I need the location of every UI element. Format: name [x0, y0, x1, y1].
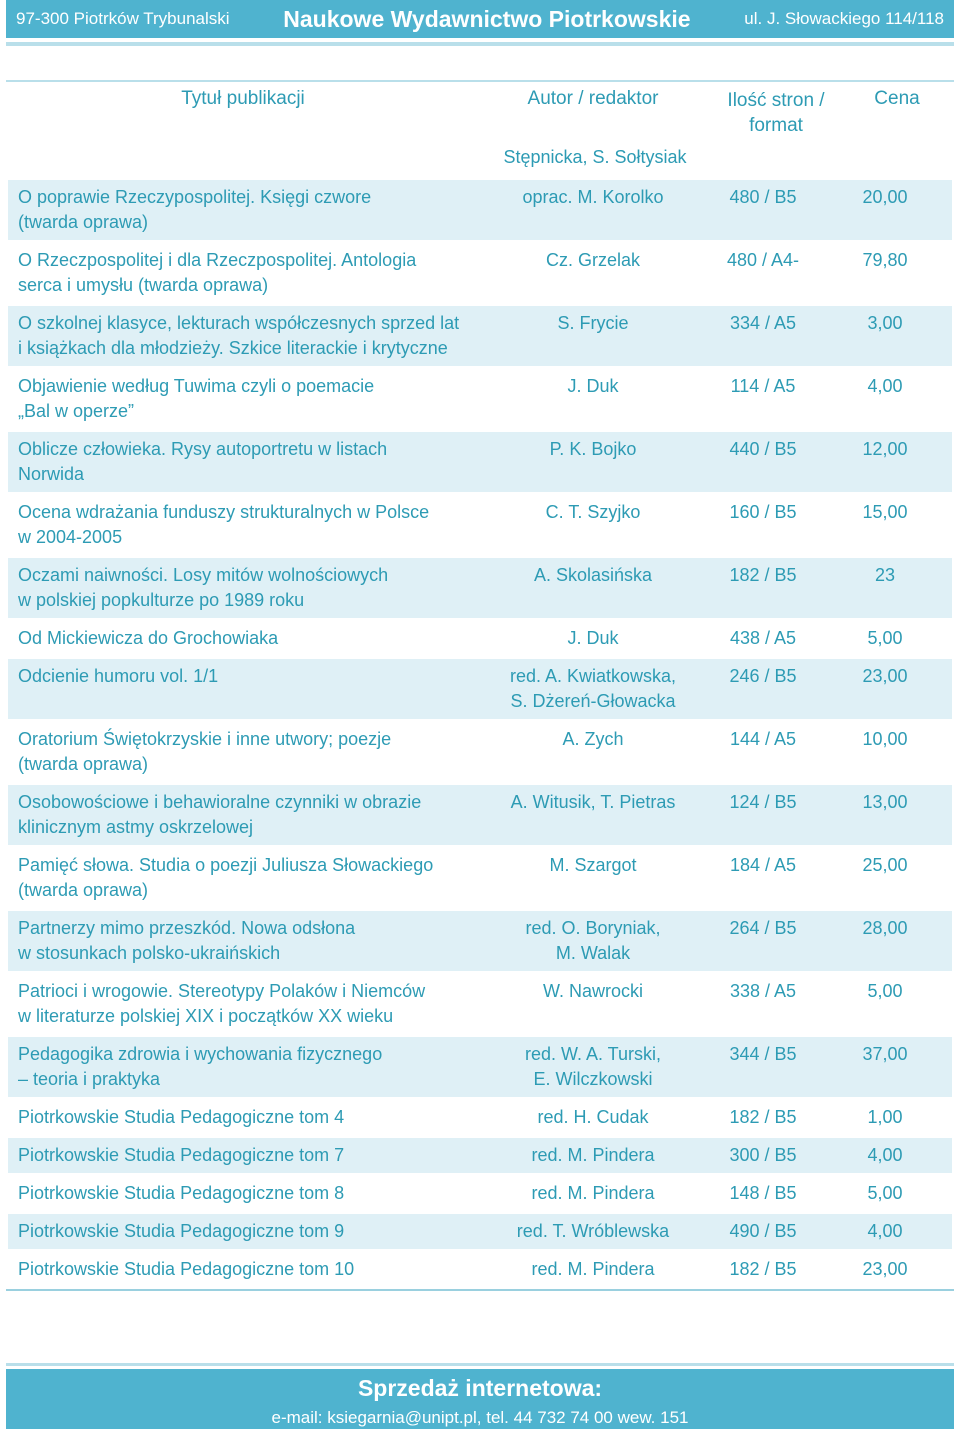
table-row: [8, 558, 952, 618]
book-author: [478, 1105, 708, 1130]
book-pages-format: 182 / B5: [729, 565, 797, 585]
book-title-line: O szkolnej klasyce, lekturach współczesnych sprzed lat: [18, 313, 460, 333]
header-address-city: 97-300 Piotrków Trybunalski: [16, 9, 230, 28]
publications-table: [8, 180, 952, 1287]
book-price: 4,00: [867, 376, 903, 396]
column-header-pages: [708, 88, 844, 138]
book-title: [8, 664, 478, 689]
book-pages-format: 148 / B5: [729, 1183, 797, 1203]
table-row: [8, 1138, 952, 1173]
page-footer: [6, 1369, 954, 1429]
book-pages-format: 144 / A5: [729, 729, 797, 749]
book-author-line: S. Dżereń-Głowacka: [510, 691, 676, 711]
table-row: [8, 785, 952, 845]
book-title: [8, 185, 478, 235]
book-title: [8, 626, 478, 651]
book-title-line: Oblicze człowieka. Rysy autoportretu w listach: [18, 439, 388, 459]
header-address-street: ul. J. Słowackiego 114/118: [744, 9, 944, 28]
book-author-line: M. Walak: [555, 943, 631, 963]
book-author-line: A. Zych: [562, 729, 624, 749]
book-title-line: Od Mickiewicza do Grochowiaka: [18, 628, 279, 648]
book-title-line: Pamięć słowa. Studia o poezji Juliusza Słowackiego: [18, 855, 434, 875]
table-row: [8, 1176, 952, 1211]
book-price: 1,00: [867, 1107, 903, 1127]
book-price: 3,00: [867, 313, 903, 333]
table-row: [8, 1252, 952, 1287]
table-row: [8, 495, 952, 555]
book-author: [478, 437, 708, 462]
book-title-line: Norwida: [18, 464, 85, 484]
book-pages-format: 480 / B5: [729, 187, 797, 207]
book-author-line: J. Duk: [567, 628, 619, 648]
book-author: [478, 1143, 708, 1168]
book-title-line: w stosunkach polsko-ukraińskich: [18, 943, 281, 963]
book-title-line: Pedagogika zdrowia i wychowania fizycznego: [18, 1044, 383, 1064]
book-author-line: red. T. Wróblewska: [516, 1221, 670, 1241]
book-author: [478, 853, 708, 878]
book-title-line: serca i umysłu (twarda oprawa): [18, 275, 269, 295]
book-title: [8, 727, 478, 777]
book-pages-format: 182 / B5: [729, 1259, 797, 1279]
table-row: [8, 306, 952, 366]
table-row: [8, 180, 952, 240]
footer-divider: [6, 1363, 954, 1366]
book-author-line: S. Frycie: [557, 313, 629, 333]
book-author-line: oprac. M. Korolko: [522, 187, 664, 207]
book-price: 10,00: [862, 729, 908, 749]
book-author-line: A. Witusik, T. Pietras: [510, 792, 676, 812]
table-row: [8, 432, 952, 492]
book-price: 79,80: [862, 250, 908, 270]
book-price: 5,00: [867, 1183, 903, 1203]
book-author: [478, 979, 708, 1004]
book-title: [8, 1219, 478, 1244]
book-title-line: w literaturze polskiej XIX i początków XX wieku: [18, 1006, 394, 1026]
column-header-title: Tytuł publikacji: [181, 88, 305, 109]
book-author: [478, 563, 708, 588]
book-title-line: w polskiej popkulturze po 1989 roku: [18, 590, 305, 610]
book-pages-format: 300 / B5: [729, 1145, 797, 1165]
header-divider: [6, 42, 954, 46]
book-pages-format: 124 / B5: [729, 792, 797, 812]
book-title: [8, 1105, 478, 1130]
book-author: [478, 1042, 708, 1092]
book-title-line: „Bal w operze”: [18, 401, 135, 421]
book-title-line: O poprawie Rzeczypospolitej. Księgi czwore: [18, 187, 372, 207]
book-price: 4,00: [867, 1145, 903, 1165]
book-author: [478, 626, 708, 651]
book-price: 4,00: [867, 1221, 903, 1241]
book-title: [8, 374, 478, 424]
book-title: [8, 853, 478, 903]
header-publisher-name: Naukowe Wydawnictwo Piotrkowskie: [283, 5, 691, 32]
book-title-line: w 2004-2005: [18, 527, 123, 547]
book-price: 12,00: [862, 439, 908, 459]
table-row: [8, 243, 952, 303]
book-title: [8, 916, 478, 966]
book-pages-format: 114 / A5: [730, 376, 796, 396]
book-author: [478, 790, 708, 815]
book-pages-format: 184 / A5: [729, 855, 797, 875]
carry-over-author: Stępnicka, S. Sołtysiak: [503, 147, 687, 167]
book-pages-format: 264 / B5: [729, 918, 797, 938]
book-price: 25,00: [862, 855, 908, 875]
book-price: 28,00: [862, 918, 908, 938]
book-author-line: red. W. A. Turski,: [524, 1044, 662, 1064]
book-title-line: (twarda oprawa): [18, 212, 149, 232]
book-title-line: Oratorium Świętokrzyskie i inne utwory; poezje: [18, 729, 392, 749]
book-pages-format: 344 / B5: [729, 1044, 797, 1064]
footer-title: Sprzedaż internetowa:: [357, 1375, 603, 1401]
book-title-line: Odcienie humoru vol. 1/1: [18, 666, 219, 686]
book-author: [478, 916, 708, 966]
column-header-author: Autor / redaktor: [527, 88, 659, 109]
book-title-line: (twarda oprawa): [18, 754, 149, 774]
book-price: 20,00: [862, 187, 908, 207]
book-title-line: Piotrkowskie Studia Pedagogiczne tom 8: [18, 1183, 345, 1203]
column-header-pages-line1: Ilość stron /: [727, 90, 825, 111]
book-author-line: red. H. Cudak: [537, 1107, 649, 1127]
book-title-line: (twarda oprawa): [18, 880, 149, 900]
book-author-line: A. Skolasińska: [533, 565, 653, 585]
book-price: 23,00: [862, 1259, 908, 1279]
book-author-line: P. K. Bojko: [549, 439, 637, 459]
book-price: 5,00: [867, 981, 903, 1001]
book-title-line: Osobowościowe i behawioralne czynniki w obrazie: [18, 792, 422, 812]
book-title: [8, 437, 478, 487]
book-title: [8, 1181, 478, 1206]
book-pages-format: 490 / B5: [729, 1221, 797, 1241]
book-author-line: Cz. Grzelak: [545, 250, 641, 270]
book-author-line: M. Szargot: [549, 855, 637, 875]
book-author-line: J. Duk: [567, 376, 619, 396]
book-pages-format: 334 / A5: [729, 313, 797, 333]
book-author: [478, 1257, 708, 1282]
footer-contact: e-mail: ksiegarnia@unipt.pl, tel. 44 732 74 00 wew. 151: [271, 1408, 689, 1427]
book-title-line: Ocena wdrażania funduszy strukturalnych w Polsce: [18, 502, 430, 522]
book-author: [478, 185, 708, 210]
book-pages-format: 440 / B5: [729, 439, 797, 459]
book-author-line: C. T. Szyjko: [545, 502, 641, 522]
book-title: [8, 790, 478, 840]
table-row: [8, 659, 952, 719]
book-price: 37,00: [862, 1044, 908, 1064]
book-author: [478, 500, 708, 525]
book-pages-format: 438 / A5: [729, 628, 797, 648]
table-row: [8, 1214, 952, 1249]
book-author: [478, 248, 708, 273]
table-top-divider: [6, 80, 954, 82]
book-title-line: klinicznym astmy oskrzelowej: [18, 817, 254, 837]
book-title-line: i książkach dla młodzieży. Szkice literackie i krytyczne: [18, 338, 448, 358]
page-header: [6, 0, 954, 38]
book-title-line: – teoria i praktyka: [18, 1069, 161, 1089]
book-title-line: Piotrkowskie Studia Pedagogiczne tom 10: [18, 1259, 355, 1279]
book-title-line: Piotrkowskie Studia Pedagogiczne tom 4: [18, 1107, 345, 1127]
book-title: [8, 500, 478, 550]
book-author: [478, 664, 708, 714]
book-title-line: Objawienie według Tuwima czyli o poemacie: [18, 376, 375, 396]
table-row: [8, 1100, 952, 1135]
book-title-line: Partnerzy mimo przeszkód. Nowa odsłona: [18, 918, 356, 938]
book-author-line: E. Wilczkowski: [533, 1069, 653, 1089]
book-pages-format: 246 / B5: [729, 666, 797, 686]
book-title: [8, 1042, 478, 1092]
book-author-line: W. Nawrocki: [542, 981, 643, 1001]
book-author-line: red. A. Kwiatkowska,: [509, 666, 677, 686]
book-title-line: Piotrkowskie Studia Pedagogiczne tom 9: [18, 1221, 345, 1241]
table-row: [8, 621, 952, 656]
book-title-line: Oczami naiwności. Losy mitów wolnościowych: [18, 565, 389, 585]
book-pages-format: 338 / A5: [729, 981, 797, 1001]
table-row: [8, 1037, 952, 1097]
book-title: [8, 979, 478, 1029]
column-header-price: Cena: [874, 88, 920, 109]
book-price: 13,00: [862, 792, 908, 812]
book-title-line: O Rzeczpospolitej i dla Rzeczpospolitej. Antologia: [18, 250, 417, 270]
table-row: [8, 722, 952, 782]
book-title: [8, 1257, 478, 1282]
table-row: [8, 911, 952, 971]
book-author: [478, 311, 708, 336]
book-price: 23: [874, 565, 896, 585]
book-author-line: red. M. Pindera: [531, 1183, 655, 1203]
book-author-line: red. O. Boryniak,: [525, 918, 661, 938]
book-title-line: Piotrkowskie Studia Pedagogiczne tom 7: [18, 1145, 345, 1165]
column-header-pages-line2: format: [749, 115, 803, 136]
table-row: [8, 369, 952, 429]
book-title-line: Patrioci i wrogowie. Stereotypy Polaków i Niemców: [18, 981, 426, 1001]
book-title: [8, 248, 478, 298]
book-author: [478, 374, 708, 399]
book-price: 5,00: [867, 628, 903, 648]
table-row: [8, 848, 952, 908]
book-pages-format: 160 / B5: [729, 502, 797, 522]
book-price: 15,00: [862, 502, 908, 522]
book-author-line: red. M. Pindera: [531, 1145, 655, 1165]
book-title: [8, 1143, 478, 1168]
book-title: [8, 563, 478, 613]
table-bottom-divider: [6, 1289, 954, 1291]
book-author: [478, 1181, 708, 1206]
book-pages-format: 480 / A4-: [726, 250, 800, 270]
book-author: [478, 727, 708, 752]
book-price: 23,00: [862, 666, 908, 686]
book-title: [8, 311, 478, 361]
book-pages-format: 182 / B5: [729, 1107, 797, 1127]
table-row: [8, 974, 952, 1034]
book-author: [478, 1219, 708, 1244]
book-author-line: red. M. Pindera: [531, 1259, 655, 1279]
